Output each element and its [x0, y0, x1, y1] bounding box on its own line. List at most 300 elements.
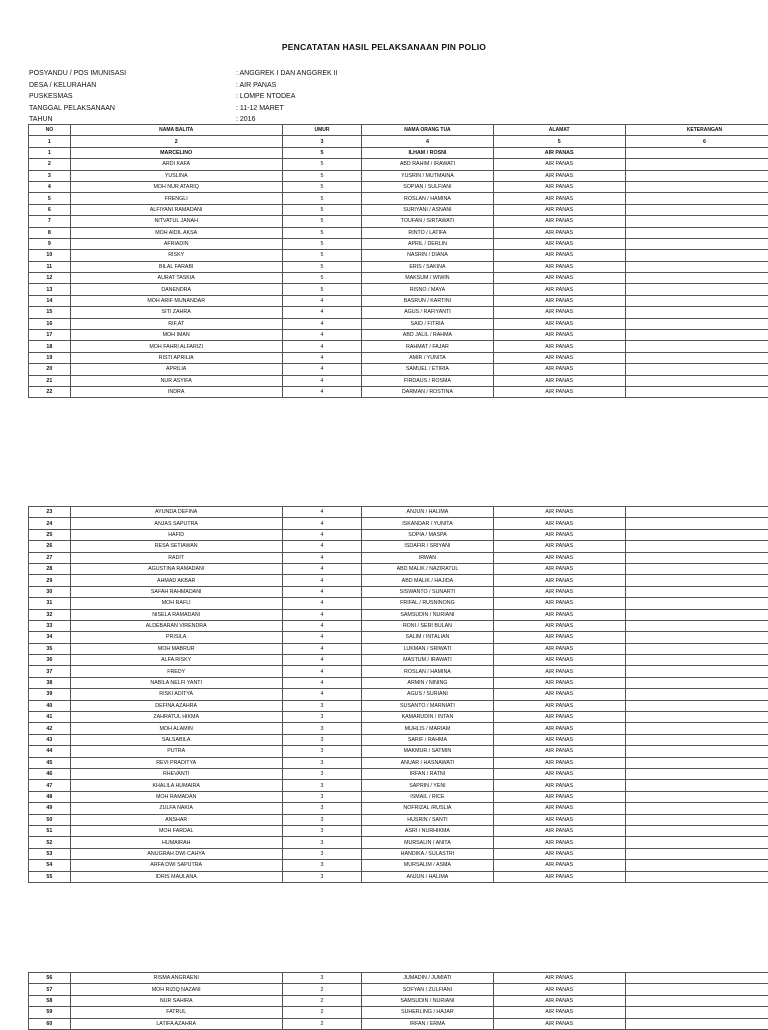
keterangan-cell [625, 1007, 768, 1018]
nama-orang-tua-cell: SALIM / INTALIAN [362, 632, 493, 643]
row-no-cell: 25 [29, 529, 71, 540]
alamat-cell: AIR PANAS [493, 814, 625, 825]
table-row [29, 780, 768, 791]
keterangan-cell [625, 563, 768, 574]
nama-orang-tua-cell: SOFYAN / ZULFIANI [362, 984, 493, 995]
nama-orang-tua-cell: SAMSUDIN / NURIANI [362, 995, 493, 1006]
row-no-cell: 56 [29, 973, 71, 984]
nama-orang-tua-cell: ABD JALIL / RAHMA [362, 330, 493, 341]
nama-balita-cell: ALDEBARAN VIRENDRA [70, 620, 282, 631]
nama-orang-tua-cell: RISNO / MAYA [362, 284, 493, 295]
nama-orang-tua-cell: LUKMAN / SRIWATI [362, 643, 493, 654]
table-row [29, 386, 768, 397]
document-title: PENCATATAN HASIL PELAKSANAAN PIN POLIO [0, 42, 768, 52]
meta-value: : 11-12 MARET [236, 105, 284, 112]
header-no: NO [29, 125, 71, 136]
nama-balita-cell: IDRIS MAULANA [70, 871, 282, 882]
row-no-cell: 40 [29, 700, 71, 711]
row-no-cell: 16 [29, 318, 71, 329]
record-table-section-2 [28, 506, 768, 883]
nama-orang-tua-cell: SAID / FITRIA [362, 318, 493, 329]
umur-cell: 5 [282, 159, 362, 170]
umur-cell: 3 [282, 700, 362, 711]
table-row [29, 507, 768, 518]
keterangan-cell [625, 159, 768, 170]
table-row [29, 768, 768, 779]
row-no-cell: 55 [29, 871, 71, 882]
nama-balita-cell: NUR SAHIRA [70, 995, 282, 1006]
alamat-cell: AIR PANAS [493, 147, 625, 158]
nama-balita-cell: AGUSTINA RAMADANI [70, 563, 282, 574]
nama-orang-tua-cell: AGUS / SURIANI [362, 689, 493, 700]
keterangan-cell [625, 632, 768, 643]
alamat-cell: AIR PANAS [493, 757, 625, 768]
table-row [29, 318, 768, 329]
nama-orang-tua-cell: MURSALIN / ANITA [362, 837, 493, 848]
row-no-cell: 53 [29, 848, 71, 859]
keterangan-cell [625, 204, 768, 215]
alamat-cell: AIR PANAS [493, 216, 625, 227]
meta-value: : 2016 [236, 116, 255, 123]
nama-balita-cell: MOH FAHRI ALFARIZI [70, 341, 282, 352]
nama-balita-cell: APRILIA [70, 364, 282, 375]
table-row [29, 655, 768, 666]
alamat-cell: AIR PANAS [493, 261, 625, 272]
keterangan-cell [625, 768, 768, 779]
table-row [29, 273, 768, 284]
umur-cell: 5 [282, 284, 362, 295]
keterangan-cell [625, 848, 768, 859]
keterangan-cell [625, 238, 768, 249]
row-no-cell: 26 [29, 541, 71, 552]
row-no-cell: 3 [29, 170, 71, 181]
nama-balita-cell: MOH IMAN [70, 330, 282, 341]
column-number: 1 [29, 136, 71, 147]
umur-cell: 4 [282, 330, 362, 341]
row-no-cell: 7 [29, 216, 71, 227]
row-no-cell: 6 [29, 204, 71, 215]
nama-orang-tua-cell: RINTO / LATIFA [362, 227, 493, 238]
table-row [29, 632, 768, 643]
nama-orang-tua-cell: RONI / SERI BULAN [362, 620, 493, 631]
nama-orang-tua-cell: SAMSUDIN / NURIANI [362, 609, 493, 620]
keterangan-cell [625, 507, 768, 518]
umur-cell: 4 [282, 632, 362, 643]
umur-cell: 3 [282, 746, 362, 757]
alamat-cell: AIR PANAS [493, 620, 625, 631]
keterangan-cell [625, 227, 768, 238]
table-row [29, 734, 768, 745]
nama-orang-tua-cell: HUSRIN / SANTI [362, 814, 493, 825]
nama-balita-cell: RISKY [70, 250, 282, 261]
row-no-cell: 23 [29, 507, 71, 518]
row-no-cell: 2 [29, 159, 71, 170]
nama-orang-tua-cell: SISWANTO / SUNARTI [362, 586, 493, 597]
nama-orang-tua-cell: NASRIN / DIANA [362, 250, 493, 261]
row-no-cell: 20 [29, 364, 71, 375]
table-row [29, 609, 768, 620]
keterangan-cell [625, 575, 768, 586]
keterangan-cell [625, 860, 768, 871]
nama-orang-tua-cell: IRFAN / RATNI [362, 768, 493, 779]
table-row [29, 518, 768, 529]
umur-cell: 4 [282, 552, 362, 563]
table-row [29, 586, 768, 597]
keterangan-cell [625, 712, 768, 723]
nama-balita-cell: DANENDRA [70, 284, 282, 295]
table-row [29, 364, 768, 375]
nama-balita-cell: MOH RAMADAN [70, 791, 282, 802]
table-row [29, 575, 768, 586]
row-no-cell: 41 [29, 712, 71, 723]
alamat-cell: AIR PANAS [493, 995, 625, 1006]
column-number: 6 [625, 136, 768, 147]
row-no-cell: 38 [29, 677, 71, 688]
keterangan-cell [625, 307, 768, 318]
alamat-cell: AIR PANAS [493, 803, 625, 814]
umur-cell: 4 [282, 318, 362, 329]
nama-balita-cell: AURAT TASKIA [70, 273, 282, 284]
nama-orang-tua-cell: DARMAN / ROSTINA [362, 386, 493, 397]
row-no-cell: 17 [29, 330, 71, 341]
row-no-cell: 48 [29, 791, 71, 802]
umur-cell: 5 [282, 261, 362, 272]
nama-balita-cell: ALFIYANI RAMADANI [70, 204, 282, 215]
keterangan-cell [625, 984, 768, 995]
alamat-cell: AIR PANAS [493, 837, 625, 848]
keterangan-cell [625, 677, 768, 688]
table-row [29, 757, 768, 768]
nama-orang-tua-cell: FRIFAL / RUSNINONG [362, 598, 493, 609]
nama-balita-cell: ANSHAR [70, 814, 282, 825]
alamat-cell: AIR PANAS [493, 386, 625, 397]
nama-balita-cell: AFRIADIN [70, 238, 282, 249]
record-table-section-3 [28, 972, 768, 1030]
meta-label: TANGGAL PELAKSANAAN [29, 105, 236, 112]
umur-cell: 2 [282, 1018, 362, 1029]
nama-balita-cell: YUSLINA [70, 170, 282, 181]
row-no-cell: 35 [29, 643, 71, 654]
alamat-cell: AIR PANAS [493, 341, 625, 352]
table-row [29, 984, 768, 995]
keterangan-cell [625, 552, 768, 563]
umur-cell: 3 [282, 837, 362, 848]
nama-balita-cell: SAFAH RAHMADANI [70, 586, 282, 597]
umur-cell: 4 [282, 375, 362, 386]
nama-orang-tua-cell: SARIF / RAHMA [362, 734, 493, 745]
keterangan-cell [625, 295, 768, 306]
row-no-cell: 13 [29, 284, 71, 295]
table-row [29, 330, 768, 341]
nama-orang-tua-cell: IRWAN [362, 552, 493, 563]
keterangan-cell [625, 261, 768, 272]
header-keterangan: KETERANGAN [625, 125, 768, 136]
alamat-cell: AIR PANAS [493, 973, 625, 984]
alamat-cell: AIR PANAS [493, 632, 625, 643]
row-no-cell: 58 [29, 995, 71, 1006]
umur-cell: 4 [282, 307, 362, 318]
nama-balita-cell: NISELA RAMADANI [70, 609, 282, 620]
umur-cell: 3 [282, 723, 362, 734]
nama-orang-tua-cell: HANDIKA / SULASTRI [362, 848, 493, 859]
umur-cell: 4 [282, 352, 362, 363]
alamat-cell: AIR PANAS [493, 1018, 625, 1029]
alamat-cell: AIR PANAS [493, 541, 625, 552]
umur-cell: 5 [282, 170, 362, 181]
alamat-cell: AIR PANAS [493, 238, 625, 249]
row-no-cell: 30 [29, 586, 71, 597]
row-no-cell: 31 [29, 598, 71, 609]
row-no-cell: 18 [29, 341, 71, 352]
nama-balita-cell: BILAL FARABI [70, 261, 282, 272]
nama-orang-tua-cell: RAHMAT / FAJAR [362, 341, 493, 352]
table-row [29, 814, 768, 825]
keterangan-cell [625, 181, 768, 192]
alamat-cell: AIR PANAS [493, 193, 625, 204]
alamat-cell: AIR PANAS [493, 575, 625, 586]
nama-balita-cell: NUR ASYIFA [70, 375, 282, 386]
keterangan-cell [625, 364, 768, 375]
column-number: 2 [70, 136, 282, 147]
table-row [29, 295, 768, 306]
row-no-cell: 11 [29, 261, 71, 272]
table-row [29, 620, 768, 631]
record-table-section-1 [28, 124, 768, 398]
nama-orang-tua-cell: ABD MALIK / NAZIRATUL [362, 563, 493, 574]
nama-orang-tua-cell: ANJUN / HALIMA [362, 507, 493, 518]
umur-cell: 2 [282, 995, 362, 1006]
row-no-cell: 27 [29, 552, 71, 563]
row-no-cell: 15 [29, 307, 71, 318]
alamat-cell: AIR PANAS [493, 700, 625, 711]
column-number: 3 [282, 136, 362, 147]
nama-orang-tua-cell: TOUFAN / SIRTAWATI [362, 216, 493, 227]
nama-balita-cell: MOH ARIF MUNANDAR [70, 295, 282, 306]
meta-row-posyandu [29, 68, 429, 80]
table-row [29, 689, 768, 700]
nama-orang-tua-cell: NOFRIZAL /RUSLIA [362, 803, 493, 814]
keterangan-cell [625, 973, 768, 984]
table-row [29, 159, 768, 170]
nama-balita-cell: PRISILA [70, 632, 282, 643]
umur-cell: 5 [282, 193, 362, 204]
table-row [29, 375, 768, 386]
alamat-cell: AIR PANAS [493, 507, 625, 518]
umur-cell: 4 [282, 386, 362, 397]
table-row [29, 193, 768, 204]
umur-cell: 4 [282, 364, 362, 375]
keterangan-cell [625, 341, 768, 352]
table-row [29, 216, 768, 227]
umur-cell: 3 [282, 780, 362, 791]
table-row [29, 170, 768, 181]
nama-balita-cell: FREDY [70, 666, 282, 677]
alamat-cell: AIR PANAS [493, 518, 625, 529]
alamat-cell: AIR PANAS [493, 780, 625, 791]
table-row [29, 712, 768, 723]
alamat-cell: AIR PANAS [493, 712, 625, 723]
meta-label: PUSKESMAS [29, 93, 236, 100]
umur-cell: 4 [282, 575, 362, 586]
header-nama-balita: NAMA BALITA [70, 125, 282, 136]
row-no-cell: 4 [29, 181, 71, 192]
alamat-cell: AIR PANAS [493, 352, 625, 363]
alamat-cell: AIR PANAS [493, 1007, 625, 1018]
nama-orang-tua-cell: SOPIAN / SULFIANI [362, 181, 493, 192]
table-row [29, 261, 768, 272]
keterangan-cell [625, 666, 768, 677]
row-no-cell: 29 [29, 575, 71, 586]
meta-label: POSYANDU / POS IMUNISASI [29, 70, 236, 77]
nama-orang-tua-cell: MUHLIS / MARIAM [362, 723, 493, 734]
keterangan-cell [625, 655, 768, 666]
nama-balita-cell: RISTI APRILIA [70, 352, 282, 363]
nama-balita-cell: MOH MABRUR [70, 643, 282, 654]
row-no-cell: 1 [29, 147, 71, 158]
meta-row-tanggal [29, 103, 429, 115]
table-row [29, 284, 768, 295]
umur-cell: 4 [282, 541, 362, 552]
nama-orang-tua-cell: SOPIA / MASPA [362, 529, 493, 540]
umur-cell: 3 [282, 712, 362, 723]
umur-cell: 4 [282, 563, 362, 574]
nama-balita-cell: RESA SETIAWAN [70, 541, 282, 552]
table-row [29, 837, 768, 848]
umur-cell: 3 [282, 791, 362, 802]
row-no-cell: 59 [29, 1007, 71, 1018]
table-row [29, 563, 768, 574]
nama-orang-tua-cell: SAPRIN / YENI [362, 780, 493, 791]
keterangan-cell [625, 803, 768, 814]
alamat-cell: AIR PANAS [493, 666, 625, 677]
table-row [29, 529, 768, 540]
alamat-cell: AIR PANAS [493, 768, 625, 779]
umur-cell: 4 [282, 586, 362, 597]
row-no-cell: 24 [29, 518, 71, 529]
keterangan-cell [625, 780, 768, 791]
keterangan-cell [625, 723, 768, 734]
alamat-cell: AIR PANAS [493, 295, 625, 306]
alamat-cell: AIR PANAS [493, 227, 625, 238]
table-row [29, 860, 768, 871]
header-alamat: ALAMAT [493, 125, 625, 136]
row-no-cell: 50 [29, 814, 71, 825]
row-no-cell: 57 [29, 984, 71, 995]
row-no-cell: 9 [29, 238, 71, 249]
umur-cell: 5 [282, 216, 362, 227]
alamat-cell: AIR PANAS [493, 159, 625, 170]
table-row [29, 552, 768, 563]
nama-orang-tua-cell: BASRUN / KARTINI [362, 295, 493, 306]
table-row [29, 227, 768, 238]
umur-cell: 3 [282, 734, 362, 745]
umur-cell: 3 [282, 848, 362, 859]
alamat-cell: AIR PANAS [493, 746, 625, 757]
umur-cell: 3 [282, 860, 362, 871]
umur-cell: 4 [282, 609, 362, 620]
row-no-cell: 5 [29, 193, 71, 204]
meta-value: : LOMPE NTODEA [236, 93, 295, 100]
row-no-cell: 42 [29, 723, 71, 734]
keterangan-cell [625, 995, 768, 1006]
document-meta [29, 68, 429, 126]
table-row [29, 666, 768, 677]
row-no-cell: 44 [29, 746, 71, 757]
alamat-cell: AIR PANAS [493, 871, 625, 882]
meta-value: : AIR PANAS [236, 82, 276, 89]
nama-balita-cell: AHMAD AKBAR [70, 575, 282, 586]
keterangan-cell [625, 689, 768, 700]
nama-orang-tua-cell: ANUAR / HASNAWATI [362, 757, 493, 768]
alamat-cell: AIR PANAS [493, 273, 625, 284]
table-row [29, 238, 768, 249]
nama-orang-tua-cell: KAMARUDIN / INTAN [362, 712, 493, 723]
alamat-cell: AIR PANAS [493, 563, 625, 574]
table-row [29, 1007, 768, 1018]
alamat-cell: AIR PANAS [493, 643, 625, 654]
nama-balita-cell: ANUGRAH DWI CAHYA [70, 848, 282, 859]
keterangan-cell [625, 814, 768, 825]
alamat-cell: AIR PANAS [493, 860, 625, 871]
alamat-cell: AIR PANAS [493, 655, 625, 666]
alamat-cell: AIR PANAS [493, 552, 625, 563]
umur-cell: 3 [282, 768, 362, 779]
umur-cell: 5 [282, 147, 362, 158]
row-no-cell: 14 [29, 295, 71, 306]
keterangan-cell [625, 518, 768, 529]
nama-balita-cell: ZAHRATUL HIKMA [70, 712, 282, 723]
nama-orang-tua-cell: ASRI / NURHIKMA [362, 825, 493, 836]
alamat-cell: AIR PANAS [493, 848, 625, 859]
nama-balita-cell: RHEVANTI [70, 768, 282, 779]
keterangan-cell [625, 170, 768, 181]
keterangan-cell [625, 284, 768, 295]
umur-cell: 5 [282, 227, 362, 238]
column-number-row [29, 136, 768, 147]
table-row [29, 700, 768, 711]
nama-balita-cell: SALSABILA [70, 734, 282, 745]
umur-cell: 4 [282, 529, 362, 540]
nama-balita-cell: RISKI ADITYA [70, 689, 282, 700]
umur-cell: 3 [282, 757, 362, 768]
row-no-cell: 37 [29, 666, 71, 677]
table-row [29, 147, 768, 158]
umur-cell: 2 [282, 984, 362, 995]
umur-cell: 4 [282, 507, 362, 518]
umur-cell: 5 [282, 238, 362, 249]
nama-balita-cell: MARCELINO [70, 147, 282, 158]
nama-orang-tua-cell: ROSLAN / HAMINA [362, 193, 493, 204]
table-row [29, 848, 768, 859]
alamat-cell: AIR PANAS [493, 250, 625, 261]
alamat-cell: AIR PANAS [493, 181, 625, 192]
alamat-cell: AIR PANAS [493, 284, 625, 295]
nama-balita-cell: PUTRA [70, 746, 282, 757]
keterangan-cell [625, 757, 768, 768]
row-no-cell: 36 [29, 655, 71, 666]
row-no-cell: 12 [29, 273, 71, 284]
umur-cell: 4 [282, 295, 362, 306]
alamat-cell: AIR PANAS [493, 204, 625, 215]
alamat-cell: AIR PANAS [493, 364, 625, 375]
nama-balita-cell: MOH RAFLI [70, 598, 282, 609]
table-row [29, 181, 768, 192]
nama-balita-cell: DEFINA AZAHRA [70, 700, 282, 711]
alamat-cell: AIR PANAS [493, 984, 625, 995]
row-no-cell: 8 [29, 227, 71, 238]
keterangan-cell [625, 529, 768, 540]
table-row [29, 973, 768, 984]
